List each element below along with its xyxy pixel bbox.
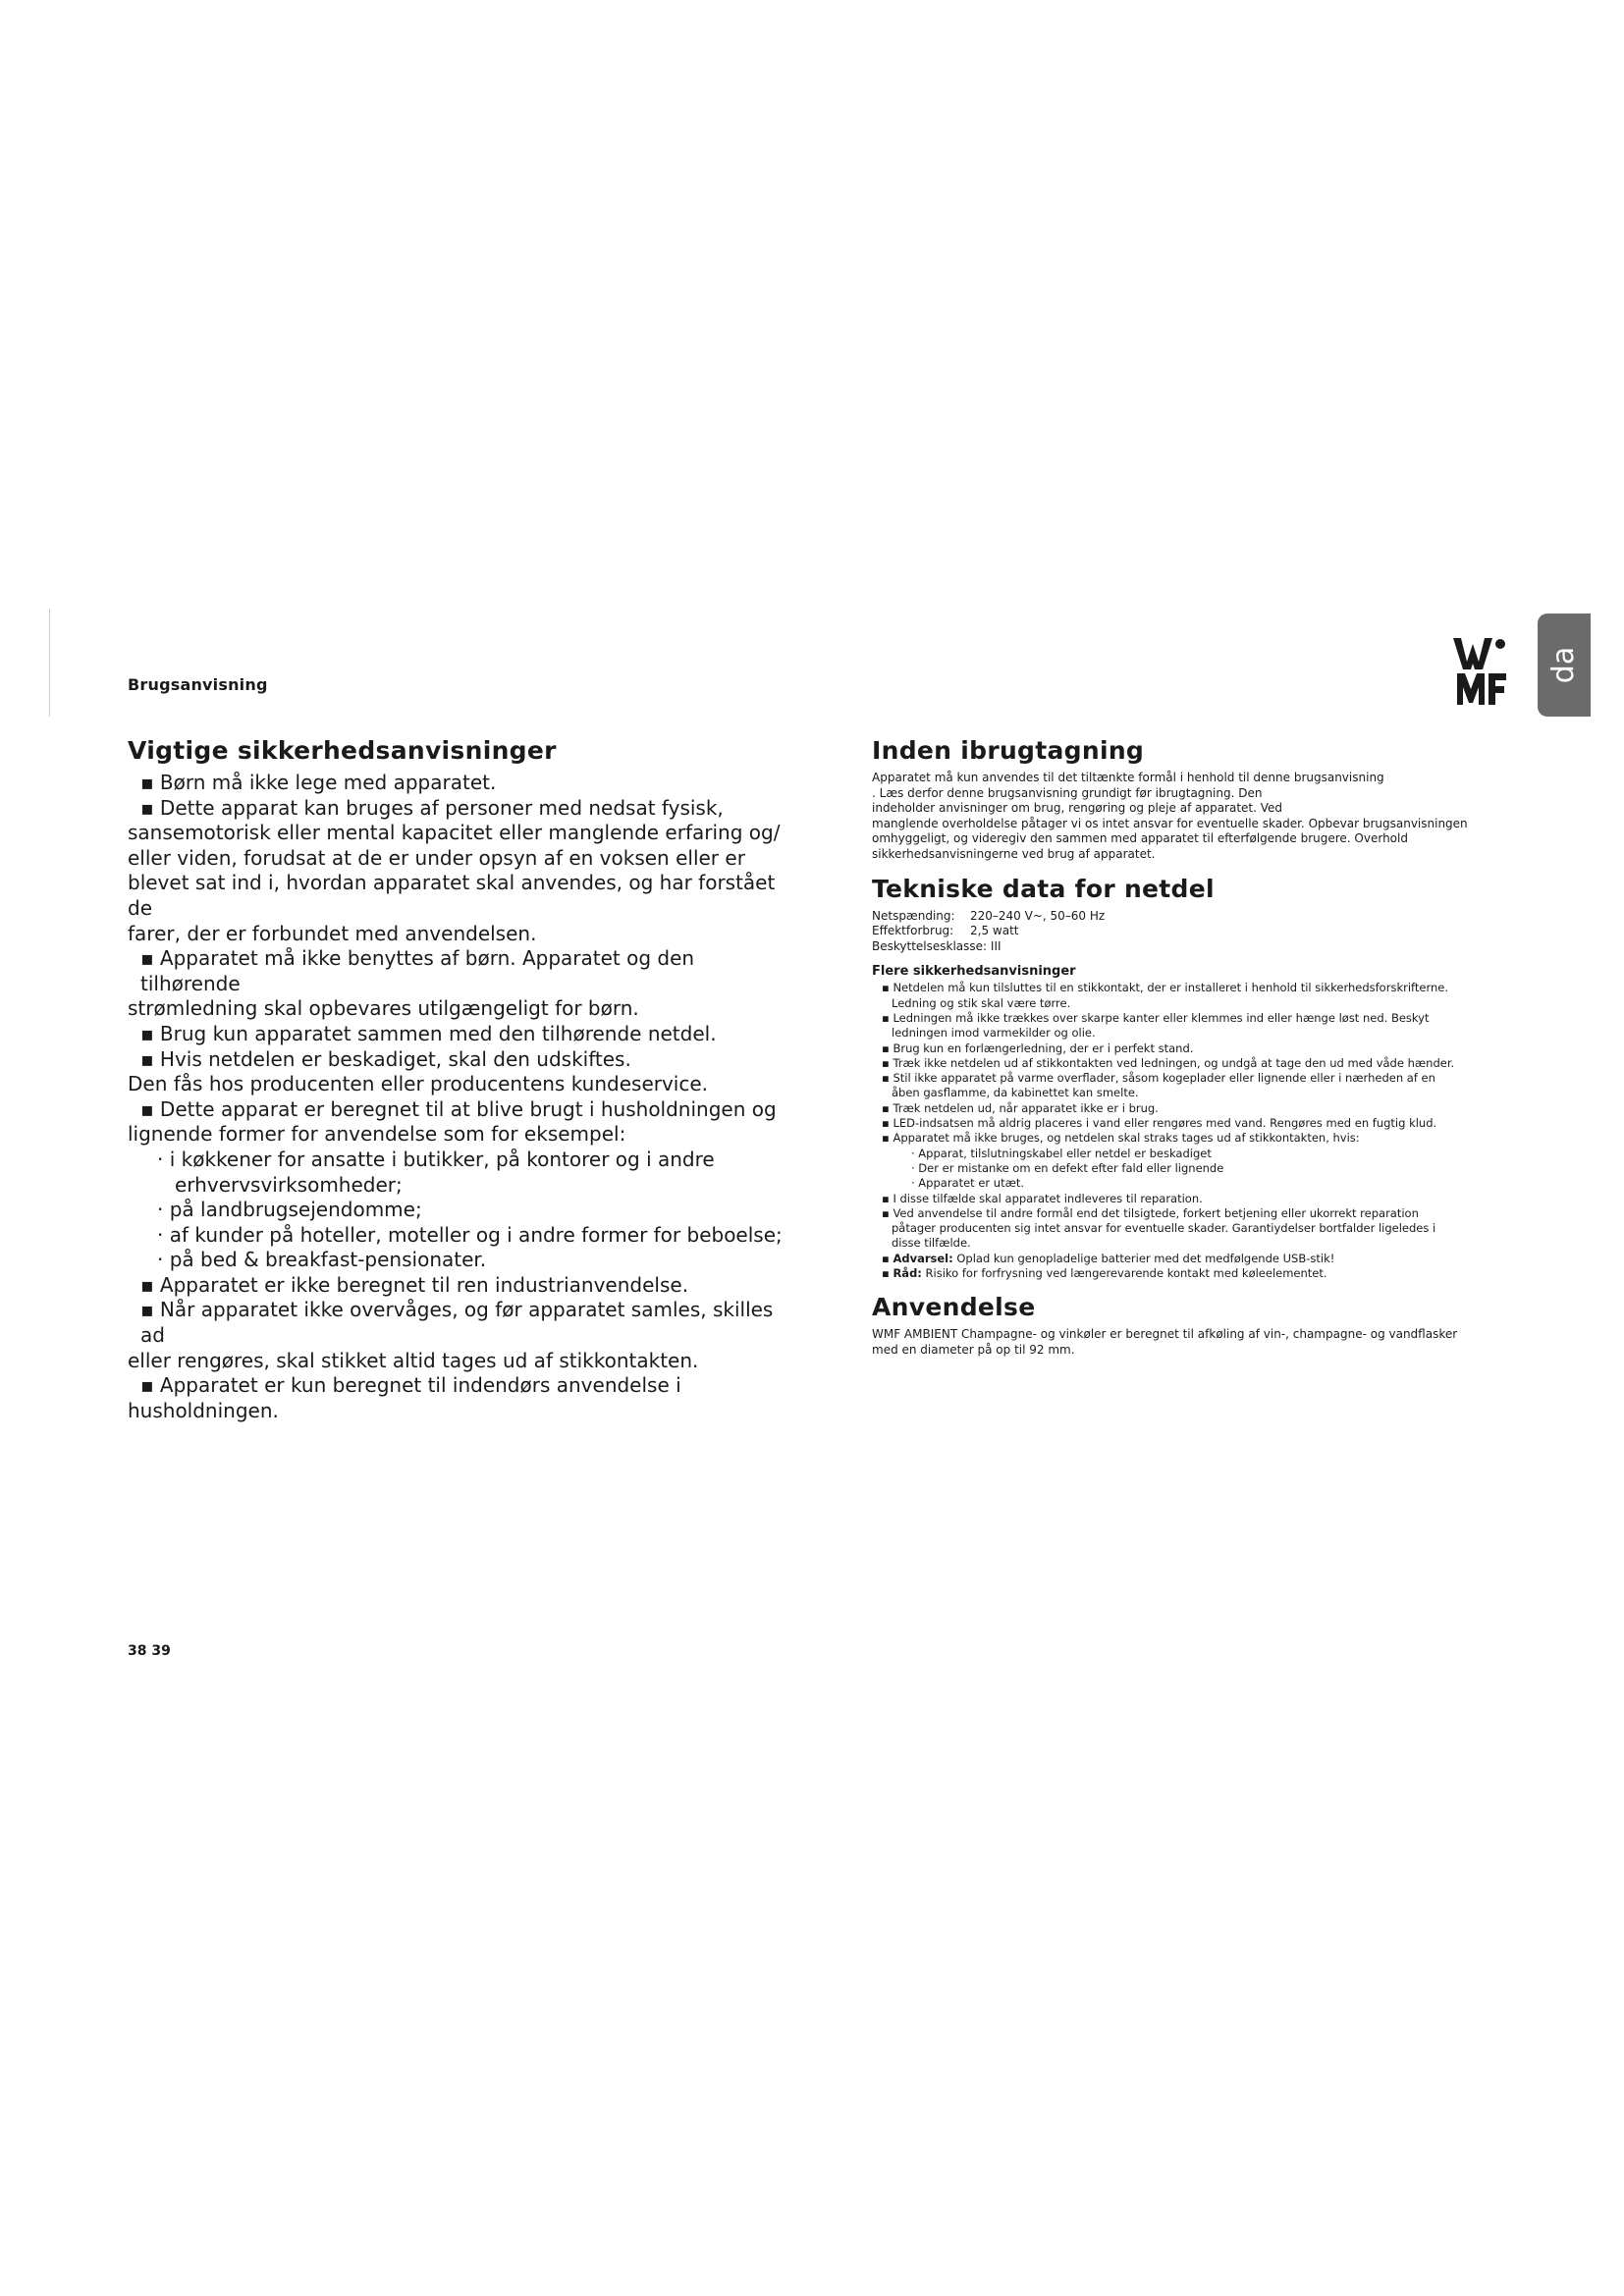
inden-line: omhyggeligt, og videregiv den sammen med apparatet til efterfølgende brugere. Overhold [872,831,1408,846]
flere-line: ▪ Brug kun en forlængerledning, der er i perfekt stand. [882,1041,1194,1055]
tech-label: Effektforbrug: [872,924,954,938]
section-title-inden: Inden ibrugtagning [872,736,1145,765]
safety-line: ▪ Apparatet er kun beregnet til indendørs anvendelse i [140,1373,681,1398]
tech-row-power [872,924,1510,939]
safety-line: ▪ Når apparatet ikke overvåges, og før apparatet samles, skilles ad [140,1298,774,1348]
advarsel-line: ▪ Advarsel: Oplad kun genopladelige batterier med det medfølgende USB-stik! [882,1251,1335,1265]
safety-line: eller viden, forudsat at de er under opsyn af en voksen eller er [128,845,745,870]
tech-value: 2,5 watt [970,924,1019,938]
inden-line: sikkerhedsanvisningerne ved brug af apparatet. [872,846,1156,861]
subsection-title-flere: Flere sikkerhedsanvisninger [872,964,1076,980]
safety-line: farer, der er forbundet med anvendelsen. [128,921,537,945]
safety-line: ▪ Brug kun apparatet sammen med den tilhørende netdel. [140,1021,717,1045]
safety-subline: · i køkkener for ansatte i butikker, på kontorer og i andre [157,1147,715,1171]
inden-line: indeholder anvisninger om brug, rengøring og pleje af apparatet. Ved [872,801,1283,816]
inden-line: . Læs derfor denne brugsanvisning grundigt før ibrugtagning. Den [872,785,1263,800]
safety-subline: · på landbrugsejendomme; [157,1198,422,1222]
wmf-logo [1451,636,1508,707]
flere-line: ledningen imod varmekilder og olie. [892,1026,1096,1041]
header-label: Brugsanvisning [128,675,268,694]
safety-line: sansemotorisk eller mental kapacitet eller manglende erfaring og/ [128,821,781,845]
safety-subline: · på bed & breakfast-pensionater. [157,1248,487,1272]
flere-line: ▪ Stil ikke apparatet på varme overflader, såsom kogeplader eller lignende eller i nærheden af en [882,1071,1435,1086]
tech-value: III [990,938,1001,953]
flere-subline: · Der er mistanke om en defekt efter fald eller lignende [911,1160,1224,1175]
safety-subline: erhvervsvirksomheder; [175,1172,403,1197]
safety-line: eller rengøres, skal stikket altid tages ud af stikkontakten. [128,1348,699,1372]
section-tekniske [872,875,1510,1282]
safety-line: ▪ Dette apparat er beregnet til at blive brugt i husholdningen og [140,1096,777,1121]
section-title-anvendelse: Anvendelse [872,1293,1036,1322]
safety-line: lignende former for anvendelse som for eksempel: [128,1122,626,1147]
flere-line: påtager producenten sig intet ansvar for eventuelle skader. Garantiydelser bortfalder ligeledes i [892,1221,1436,1236]
safety-list [128,771,785,1423]
page-numbers: 38 39 [128,1643,171,1659]
anvendelse-line: WMF AMBIENT Champagne- og vinkøler er beregnet til afkøling af vin-, champagne- og vandflasker [872,1327,1458,1342]
flere-line: ▪ Ledningen må ikke trækkes over skarpe kanter eller klemmes ind eller hænge løst ned. Beskyt [882,1010,1430,1025]
section-title-tekniske: Tekniske data for netdel [872,874,1215,903]
language-tab [1538,614,1591,717]
right-column [872,736,1510,1369]
raad-label: Råd: [893,1265,922,1280]
safety-line: ▪ Hvis netdelen er beskadiget, skal den udskiftes. [140,1046,631,1071]
flere-line: åben gasflamme, da kabinettet kan smelte. [892,1086,1139,1100]
advarsel-label: Advarsel: [893,1251,953,1265]
inden-line: manglende overholdelse påtager vi os intet ansvar for eventuelle skader. Opbevar brugsanvisningen [872,816,1468,830]
flere-line: ▪ Apparatet må ikke bruges, og netdelen skal straks tages ud af stikkontakten, hvis: [882,1131,1360,1146]
safety-line: ▪ Dette apparat kan bruges af personer med nedsat fysisk, [140,795,724,820]
tech-value: 220–240 V~, 50–60 Hz [970,908,1106,923]
section-title-safety: Vigtige sikkerhedsanvisninger [128,736,557,765]
flere-line: ▪ I disse tilfælde skal apparatet indleveres til reparation. [882,1191,1203,1205]
tech-row-class [872,939,1510,955]
safety-line: blevet sat ind i, hvordan apparatet skal anvendes, og har forstået de [128,871,776,920]
crop-mark [49,609,50,717]
tech-label: Netspænding: [872,908,955,923]
flere-line: ▪ Ved anvendelse til andre formål end det tilsigtede, forkert betjening eller ukorrekt reparation [882,1205,1419,1220]
safety-line: ▪ Apparatet er ikke beregnet til ren industrianvendelse. [140,1272,689,1297]
language-tab-label: da [1546,646,1582,684]
flere-line: ▪ Træk netdelen ud, når apparatet ikke er i brug. [882,1100,1159,1115]
tech-label: Beskyttelsesklasse: [872,938,988,953]
flere-list [872,981,1510,1281]
raad-line: ▪ Råd: Risiko for forfrysning ved længerevarende kontakt med køleelementet. [882,1265,1327,1280]
anvendelse-line: med en diameter på op til 92 mm. [872,1342,1075,1357]
tech-row-voltage [872,909,1510,925]
safety-line: strømledning skal opbevares utilgængeligt for børn. [128,996,639,1021]
advarsel-text: Oplad kun genopladelige batterier med det medfølgende USB-stik! [952,1251,1335,1265]
flere-subline: · Apparat, tilslutningskabel eller netdel er beskadiget [911,1146,1212,1160]
left-column [128,736,785,1423]
raad-text: Risiko for forfrysning ved længerevarende kontakt med køleelementet. [921,1265,1327,1280]
safety-line: ▪ Apparatet må ikke benyttes af børn. Apparatet og den tilhørende [140,946,695,995]
flere-line: disse tilfælde. [892,1236,971,1251]
flere-subline: · Apparatet er utæt. [911,1176,1025,1191]
flere-line: ▪ Træk ikke netdelen ud af stikkontakten ved ledningen, og undgå at tage den ud med våde hænder. [882,1055,1455,1070]
safety-line: Den fås hos producenten eller producentens kundeservice. [128,1072,709,1096]
section-inden [872,736,1510,863]
safety-line: husholdningen. [128,1398,279,1422]
inden-line: Apparatet må kun anvendes til det tiltænkte formål i henhold til denne brugsanvisning [872,771,1384,784]
safety-line: ▪ Børn må ikke lege med apparatet. [140,771,497,794]
flere-line: ▪ LED-indsatsen må aldrig placeres i vand eller rengøres med vand. Rengøres med en fugtig klud. [882,1116,1437,1131]
section-anvendelse [872,1293,1510,1358]
flere-line: Ledning og stik skal være tørre. [892,995,1071,1010]
safety-subline: · af kunder på hoteller, moteller og i andre former for beboelse; [157,1222,783,1247]
flere-line: ▪ Netdelen må kun tilsluttes til en stikkontakt, der er installeret i henhold til sikkerhedsforskrifterne. [882,981,1448,995]
